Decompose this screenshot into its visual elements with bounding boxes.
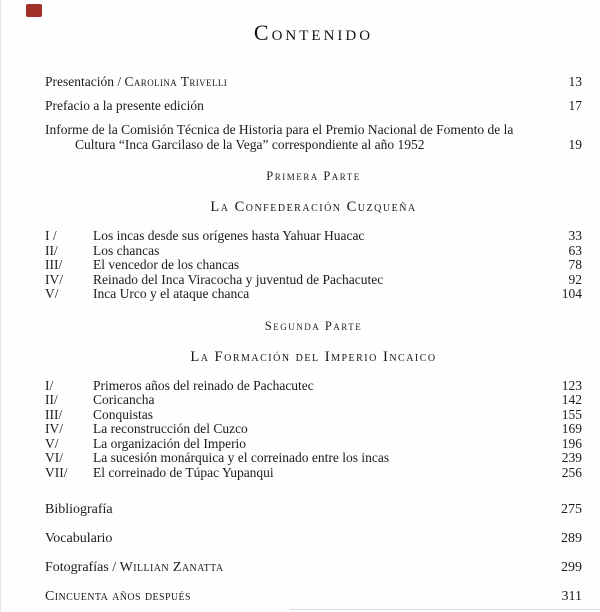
chapter-row [45,466,582,481]
chapter-page-number: 78 [568,257,582,272]
entry-label [45,74,557,89]
front-matter-section [45,74,582,152]
chapter-row [45,437,582,452]
chapter-row [45,258,582,273]
chapter-number: V/ [45,286,59,301]
chapter-list [45,379,582,481]
part-heading: Segunda Parte [264,318,363,333]
chapter-number: IV/ [45,271,63,287]
chapter-title: El vencedor de los chancas [93,257,240,272]
chapter-number: II/ [45,392,58,407]
chapter-number: VI/ [45,450,63,465]
chapter-list [45,229,582,302]
chapter-row [45,451,582,466]
chapter-row [45,229,582,244]
toc-entry [45,589,582,604]
entry-text: Prefacio a la presente edición [45,98,204,113]
toc-entry [45,122,582,152]
chapter-number: I / [45,228,57,243]
chapter-page-number: 239 [561,450,582,465]
entry-label [45,502,549,517]
chapter-title: Primeros años del reinado de Pachacutec [93,377,314,393]
entry-text: Fotografías / [45,560,120,575]
red-stamp-mark [26,4,42,17]
entry-text-smallcaps: Cincuenta años después [45,589,192,604]
chapter-title: La organización del Imperio [93,435,247,451]
part-section-1 [45,169,582,302]
entry-text: Vocabulario [45,531,113,546]
toc-entry [45,98,582,113]
chapter-row [45,393,582,408]
chapter-number: III/ [45,406,63,422]
toc-entry [45,502,582,517]
entry-page-number: 289 [561,531,582,546]
chapter-row [45,273,582,288]
chapter-title: Reinado del Inca Viracocha y juventud de Pachacutec [93,271,384,287]
chapter-title: Inca Urco y el ataque chanca [93,286,250,301]
chapter-row [45,422,582,437]
chapter-page-number: 33 [568,228,582,243]
entry-page-number: 19 [568,137,582,152]
entry-label [45,122,520,152]
chapter-title: Los incas desde sus orígenes hasta Yahuar Huacac [93,228,365,243]
chapter-page-number: 142 [561,392,582,407]
part-heading: Primera Parte [266,169,361,183]
entry-text: Presentación / [45,74,125,89]
back-matter-section [45,502,582,604]
part-section-2 [45,319,582,481]
chapter-number: II/ [45,242,58,258]
chapter-page-number: 123 [561,377,582,393]
chapter-title: La sucesión monárquica y el correinado entre los incas [93,450,390,465]
chapter-page-number: 155 [561,406,582,422]
entry-label [45,531,549,546]
chapter-number: I/ [45,377,54,393]
chapter-title: Coricancha [93,392,155,407]
chapter-page-number: 256 [561,464,582,480]
entry-label [45,98,557,113]
part-subheading: La Formación del Imperio Incaico [190,348,437,365]
entry-text: Bibliografía [45,502,113,517]
chapter-title: La reconstrucción del Cuzco [93,421,248,436]
chapter-number: III/ [45,257,63,272]
entry-name-smallcaps: Carolina Trivelli [124,74,228,89]
chapter-title: El correinado de Túpac Yupanqui [93,464,274,480]
entry-page-number: 311 [561,589,582,604]
chapter-page-number: 169 [561,421,582,436]
chapter-page-number: 92 [568,271,582,287]
chapter-row [45,408,582,423]
chapter-title: Conquistas [93,406,154,422]
toc-entry [45,531,582,546]
chapter-number: VII/ [45,464,68,480]
chapter-row [45,287,582,302]
entry-name-smallcaps: Willian Zanatta [119,560,224,575]
chapter-title: Los chancas [93,242,160,258]
entry-text: Informe de la Comisión Técnica de Historia para el Premio Nacional de Fomento de la Cultura “Inca Garcilaso de la Vega” correspondiente al año 1952 [45,122,514,152]
entry-page-number: 13 [568,74,582,89]
chapter-page-number: 104 [561,286,582,301]
entry-label [45,589,550,604]
entry-page-number: 299 [561,560,582,575]
chapter-row [45,379,582,394]
chapter-number: IV/ [45,421,63,436]
toc-entry [45,74,582,89]
entry-label [45,560,549,575]
toc-entry [45,560,582,575]
chapter-page-number: 63 [568,242,582,258]
entry-page-number: 275 [561,502,582,517]
chapter-page-number: 196 [561,435,582,451]
page-title: Contenido [253,20,374,45]
entry-page-number: 17 [568,98,582,113]
chapter-row [45,244,582,259]
part-subheading: La Confederación Cuzqueña [210,199,417,215]
chapter-number: V/ [45,435,59,451]
red-stamp-rect [26,4,42,17]
